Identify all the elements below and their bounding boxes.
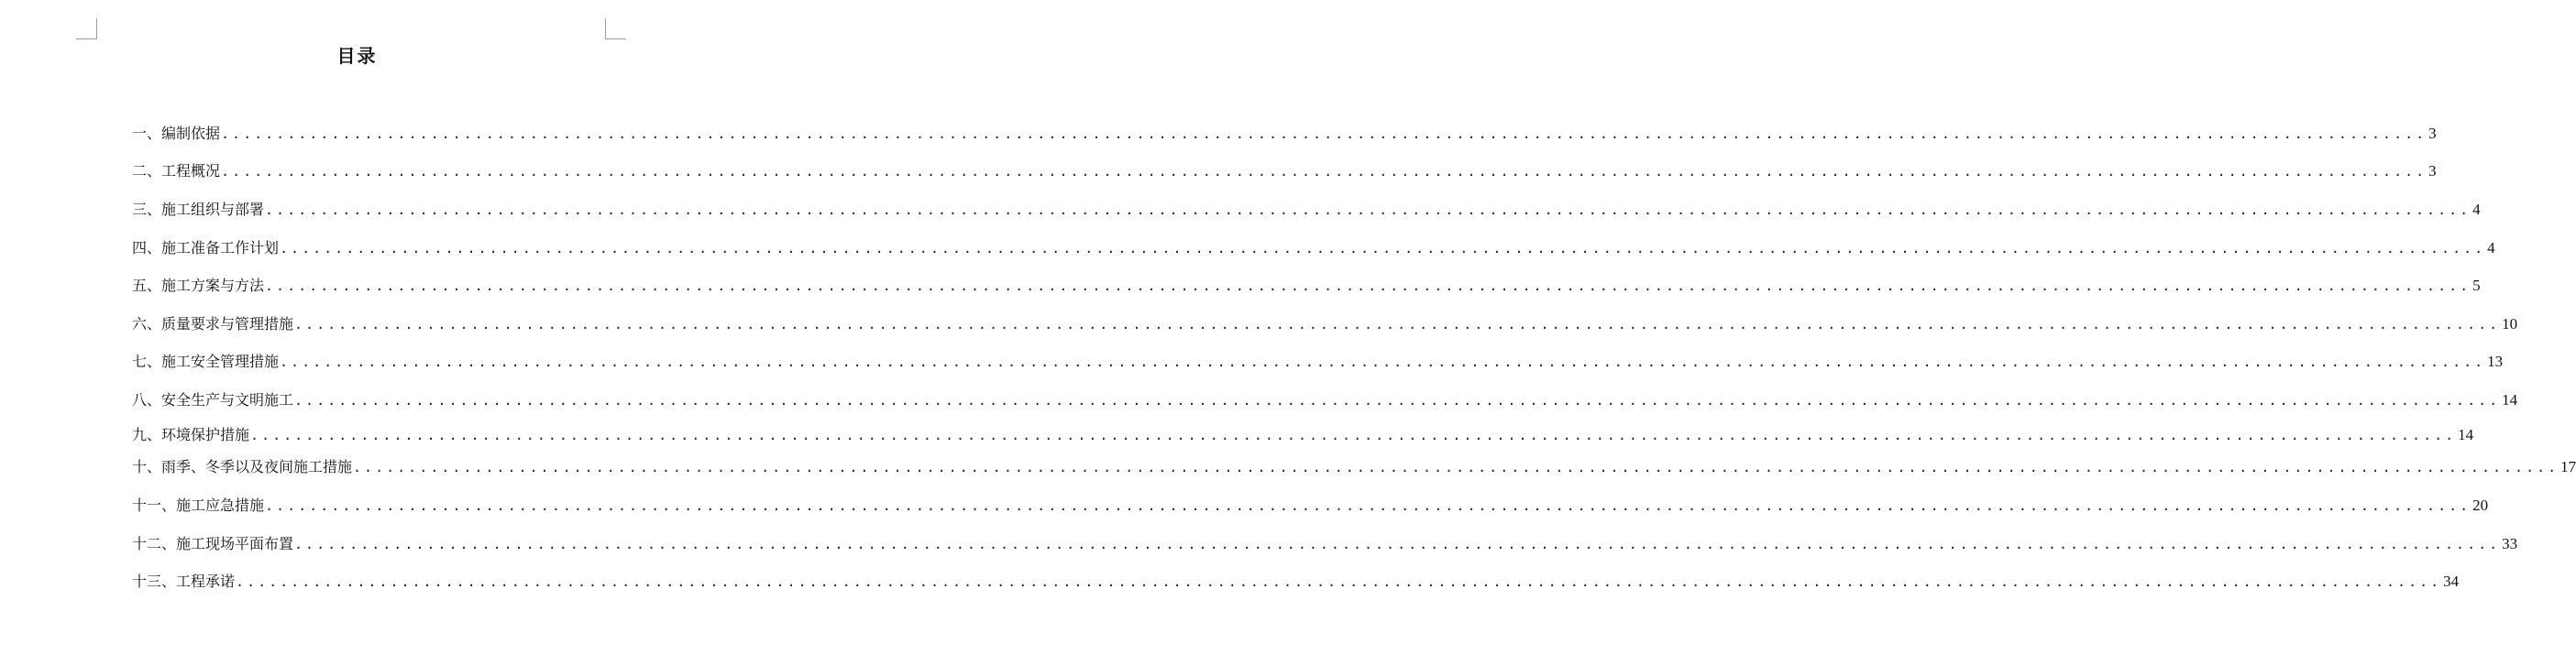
toc-page-number: 14 (2502, 391, 2518, 409)
page-corner-mark-top-right (605, 18, 626, 39)
toc-entry-label: 一、编制依据 (132, 125, 221, 142)
toc-entry[interactable] (132, 495, 2489, 517)
toc-entry-label: 十二、施工现场平面布置 (132, 535, 294, 552)
toc-dot-leader: ........................................................................................................................................................................................................ (294, 536, 2501, 552)
toc-entry[interactable] (132, 533, 2518, 555)
toc-entry[interactable] (132, 351, 2504, 373)
toc-page-number: 33 (2502, 535, 2518, 552)
toc-entry[interactable] (132, 275, 2481, 297)
toc-dot-leader: ........................................................................................................................................................................................................ (265, 497, 2471, 514)
toc-dot-leader: ........................................................................................................................................................................................................ (280, 240, 2486, 257)
toc-page-number: 13 (2487, 353, 2504, 370)
toc-dot-leader: ........................................................................................................................................................................................................ (294, 316, 2501, 333)
toc-page-number: 3 (2428, 125, 2437, 142)
toc-page-number: 3 (2428, 162, 2437, 180)
toc-entry[interactable] (132, 424, 2474, 446)
toc-entry[interactable] (132, 160, 2437, 182)
toc-entry-label: 八、安全生产与文明施工 (132, 391, 294, 409)
table-of-contents (132, 0, 2576, 655)
toc-entry[interactable] (132, 199, 2481, 221)
toc-entry-label: 六、质量要求与管理措施 (132, 315, 294, 333)
toc-entry-label: 十、雨季、冬季以及夜间施工措施 (132, 458, 353, 475)
toc-page-number: 5 (2472, 277, 2481, 294)
toc-entry[interactable] (132, 123, 2437, 145)
toc-dot-leader: ........................................................................................................................................................................................................ (265, 278, 2471, 294)
toc-entry-label: 七、施工安全管理措施 (132, 353, 280, 370)
toc-dot-leader: ........................................................................................................................................................................................................ (280, 354, 2486, 370)
toc-page-number: 34 (2443, 573, 2460, 590)
toc-page-number: 4 (2487, 239, 2495, 257)
toc-entry-label: 十三、工程承诺 (132, 573, 236, 590)
toc-entry[interactable] (132, 389, 2518, 411)
toc-dot-leader: ........................................................................................................................................................................................................ (353, 459, 2559, 475)
toc-dot-leader: ........................................................................................................................................................................................................ (250, 427, 2457, 443)
toc-page-number: 4 (2472, 201, 2481, 218)
toc-page-number: 20 (2472, 497, 2489, 514)
toc-entry-label: 三、施工组织与部署 (132, 201, 265, 218)
toc-entry[interactable] (132, 237, 2495, 259)
toc-page-number: 10 (2502, 315, 2518, 333)
toc-entry[interactable] (132, 571, 2460, 593)
toc-dot-leader: ........................................................................................................................................................................................................ (236, 573, 2442, 590)
page-corner-mark-top-left (76, 18, 97, 39)
page-title: 目录 (336, 45, 378, 67)
toc-entry-label: 四、施工准备工作计划 (132, 239, 280, 257)
toc-entry[interactable] (132, 313, 2518, 335)
toc-page-number: 14 (2458, 426, 2474, 443)
toc-entry[interactable] (132, 456, 2576, 478)
toc-entry-label: 九、环境保护措施 (132, 426, 250, 443)
toc-entry-label: 十一、施工应急措施 (132, 497, 265, 514)
toc-dot-leader: ........................................................................................................................................................................................................ (294, 392, 2501, 409)
toc-entry-label: 二、工程概况 (132, 162, 221, 180)
toc-entry-label: 五、施工方案与方法 (132, 277, 265, 294)
toc-dot-leader: ........................................................................................................................................................................................................ (265, 202, 2471, 218)
toc-dot-leader: ........................................................................................................................................................................................................ (221, 163, 2427, 180)
toc-page-number: 17 (2560, 458, 2576, 475)
toc-dot-leader: ........................................................................................................................................................................................................ (221, 126, 2427, 142)
